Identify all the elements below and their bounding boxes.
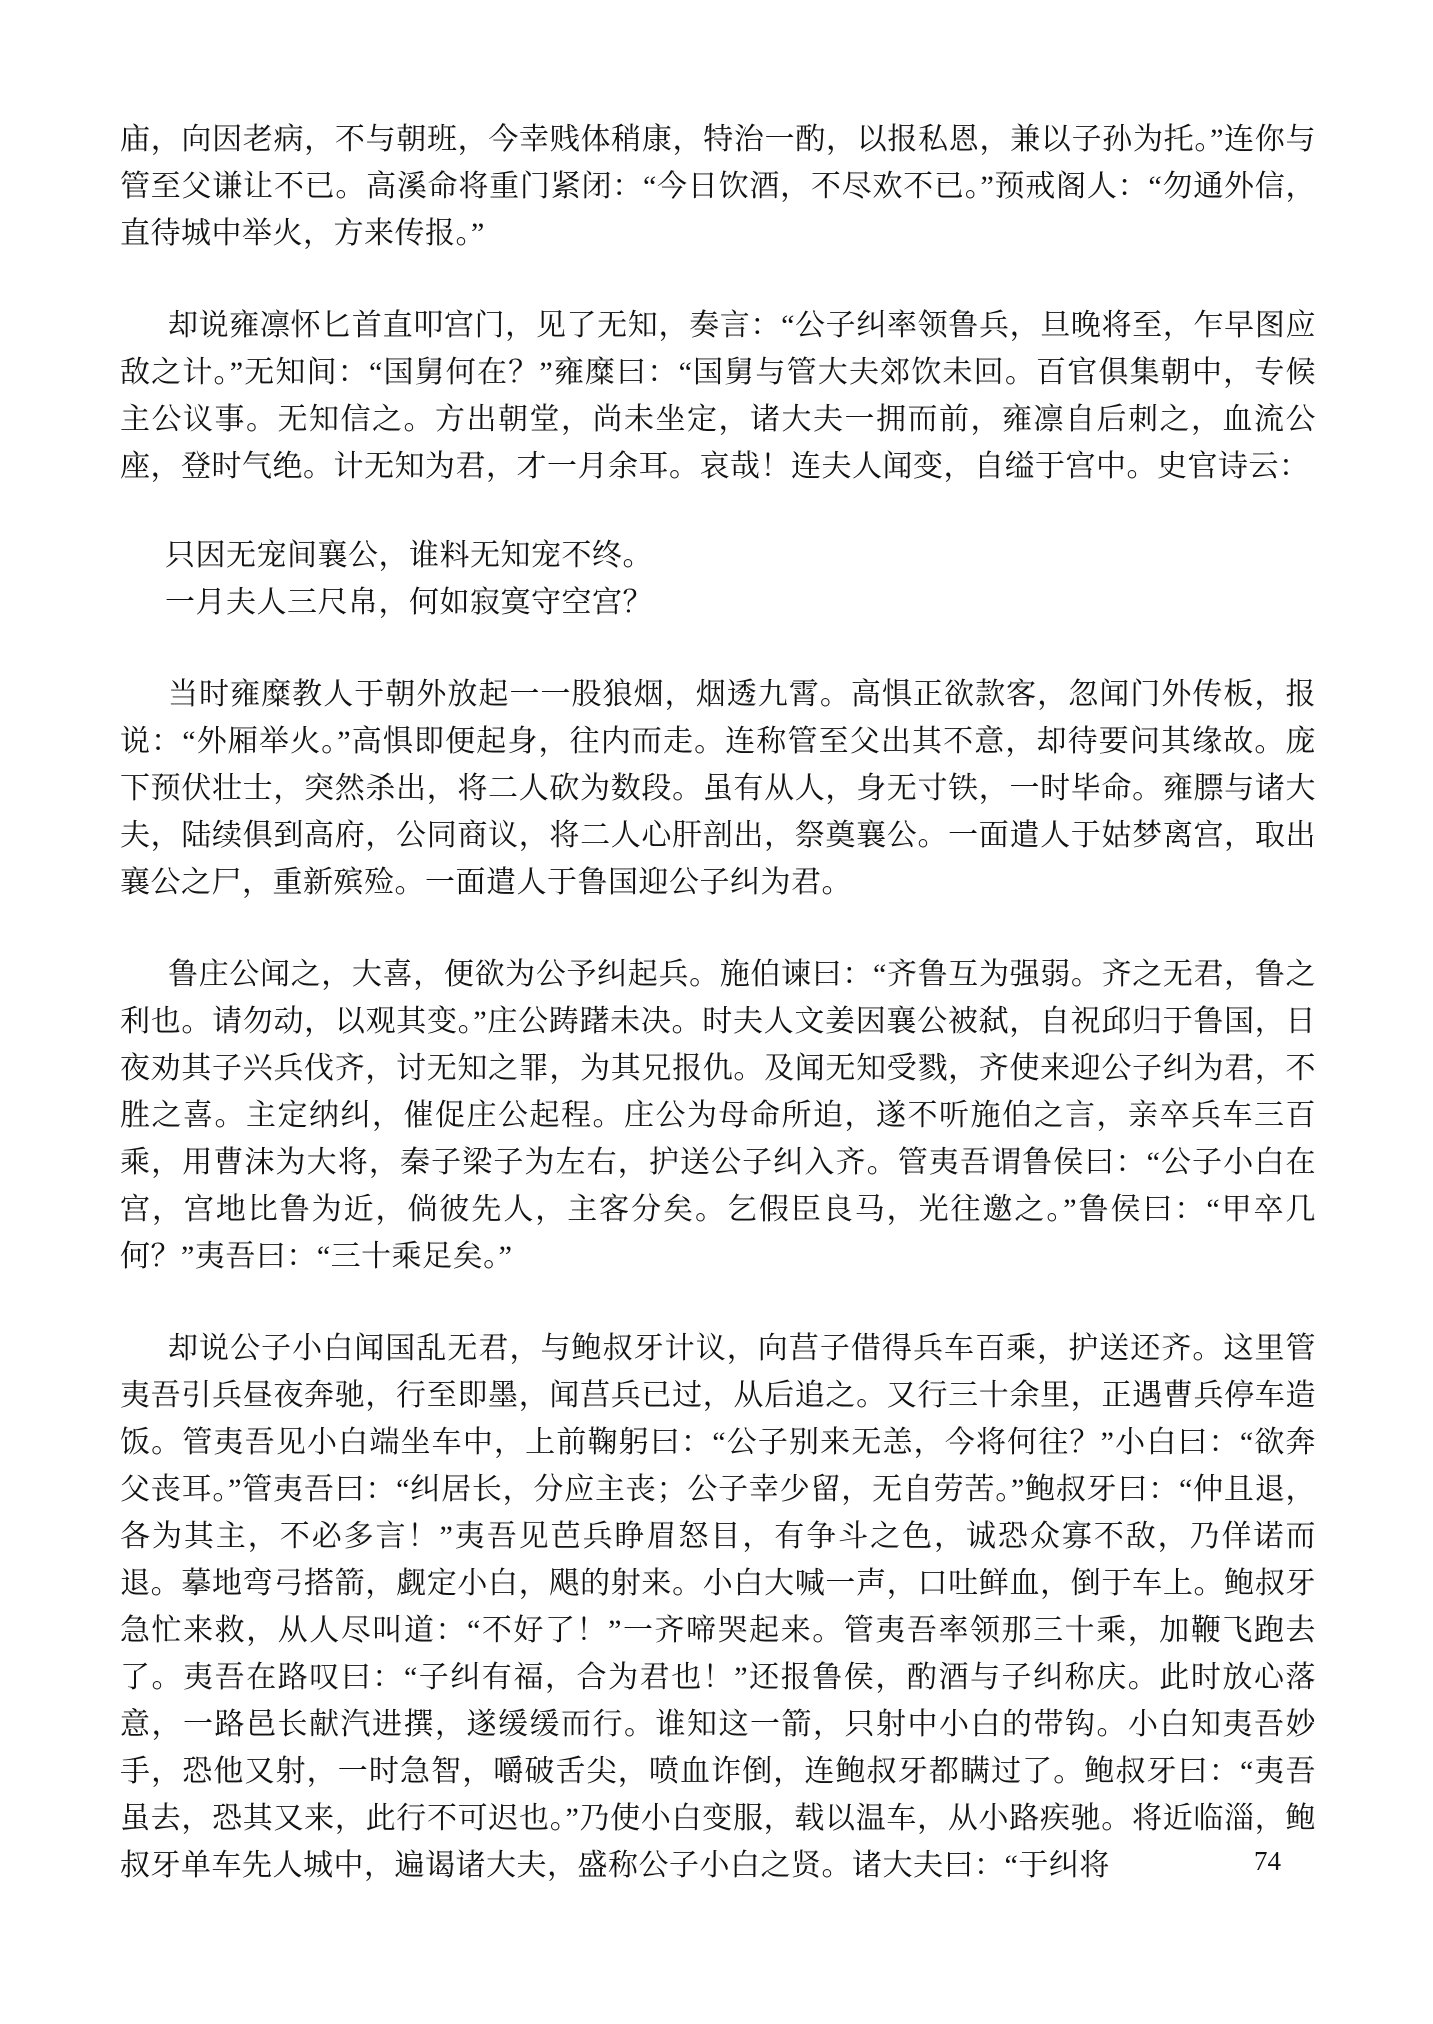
- page-number: 74: [1254, 1846, 1281, 1876]
- paragraph: 却说公子小白闻国乱无君，与鲍叔牙计议，向莒子借得兵车百乘，护送还齐。这里管夷吾引兵昼夜奔驰，行至即墨，闻莒兵已过，从后追之。又行三十余里，正遇曹兵停车造饭。管夷吾见小白端坐车中，上前鞠躬曰：“公子别来无恙，今将何往？”小白曰：“欲奔父丧耳。”管夷吾曰：“纠居长，分应主丧；公子幸少留，无自劳苦。”鲍叔牙曰：“仲且退，各为其主，不必多言！”夷吾见芭兵睁眉怒目，有争斗之色，诚恐众寡不敌，乃佯诺而退。摹地弯弓搭箭，觑定小白，飓的射来。小白大喊一声，口吐鲜血，倒于车上。鲍叔牙急忙来救，从人尽叫道：“不好了！”一齐啼哭起来。管夷吾率领那三十乘，加鞭飞跑去了。夷吾在路叹曰：“子纠有福，合为君也！”还报鲁侯，酌酒与子纠称庆。此时放心落意，一路邑长献汽进撰，遂缓缓而行。谁知这一箭，只射中小白的带钩。小白知夷吾妙手，恐他又射，一时急智，嚼破舌尖，喷血诈倒，连鲍叔牙都瞒过了。鲍叔牙曰：“夷吾虽去，恐其又来，此行不可迟也。”乃使小白变服，载以温车，从小路疾驰。将近临淄，鲍叔牙单车先人城中，遍谒诸大夫，盛称公子小白之贤。诸大夫曰：“于纠将: [120, 1332, 1316, 1882]
- paragraph-continuation: 庙，向因老病，不与朝班，今幸贱体稍康，特治一酌，以报私恩，兼以子孙为托。”连你与管至父谦让不已。高溪命将重门紧闭：“今日饮酒，不尽欢不已。”预戒阁人：“勿通外信，直待城中举火，方来传报。”: [120, 123, 1316, 250]
- paragraph: 鲁庄公闻之，大喜，便欲为公予纠起兵。施伯谏曰：“齐鲁互为强弱。齐之无君，鲁之利也。请勿动，以观其变。”庄公踌躇未决。时夫人文姜因襄公被弑，自祝邱归于鲁国，日夜劝其子兴兵伐齐，讨无知之罪，为其兄报仇。及闻无知受戮，齐使来迎公子纠为君，不胜之喜。主定纳纠，催促庄公起程。庄公为母命所迫，遂不听施伯之言，亲卒兵车三百乘，用曹沫为大将，秦子梁子为左右，护送公子纠入齐。管夷吾谓鲁侯曰：“公子小白在宫，宫地比鲁为近，倘彼先人，主客分矣。乞假臣良马，光往邀之。”鲁侯曰：“甲卒几何？”夷吾曰：“三十乘足矣。”: [120, 958, 1316, 1273]
- text-content: [120, 116, 1316, 1889]
- poem: [120, 532, 1316, 626]
- paragraph: 却说雍凛怀匕首直叩宫门，见了无知，奏言：“公子纠率领鲁兵，旦晚将至，乍早图应敌之计。”无知间：“国舅何在？”雍糜曰：“国舅与管大夫郊饮未回。百官俱集朝中，专候主公议事。无知信之。方出朝堂，尚未坐定，诸大夫一拥而前，雍凛自后刺之，血流公座，登时气绝。计无知为君，才一月余耳。哀哉！连夫人闻变，自缢于宫中。史官诗云：: [120, 309, 1316, 483]
- poem-line: 只因无宠间襄公，谁料无知宠不终。: [165, 539, 653, 572]
- poem-line: 一月夫人三尺帛，何如寂寞守空宫？: [165, 586, 653, 619]
- paragraph: 当时雍糜教人于朝外放起一一股狼烟，烟透九霄。高惧正欲款客，忽闻门外传板，报说：“外厢举火。”高惧即便起身，往内而走。连称管至父出其不意，却待要问其缘故。庞下预伏壮士，突然杀出，将二人砍为数段。虽有从人，身无寸铁，一时毕命。雍膘与诸大夫，陆续俱到高府，公同商议，将二人心肝剖出，祭奠襄公。一面遣人于姑梦离宫，取出襄公之尸，重新殡殓。一面遣人于鲁国迎公子纠为君。: [120, 678, 1316, 899]
